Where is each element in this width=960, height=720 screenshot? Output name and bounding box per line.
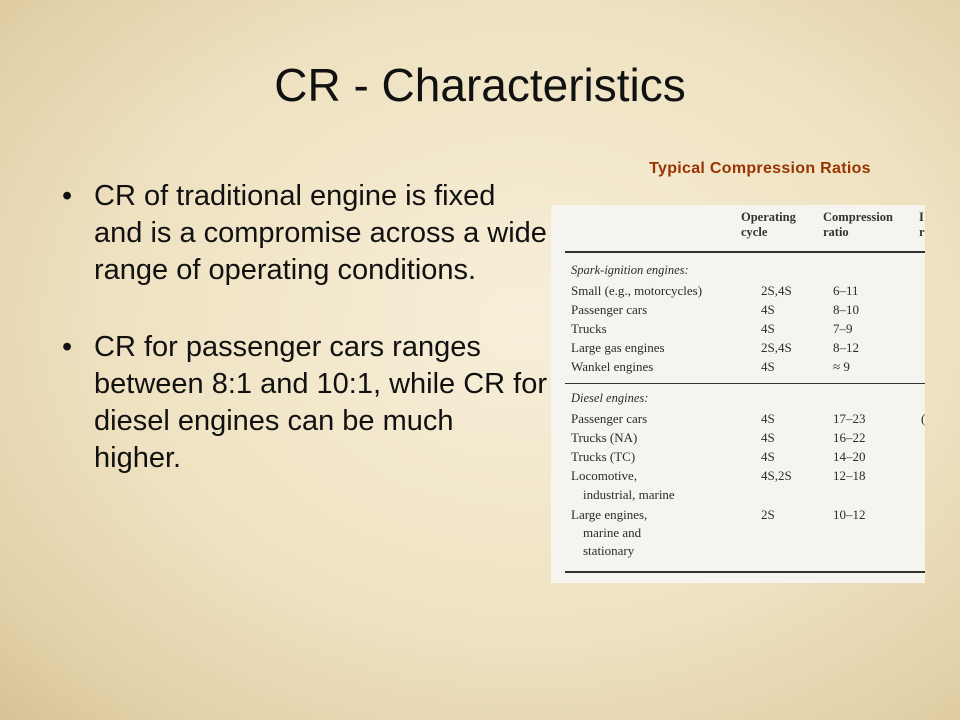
cell-cycle: 4S [761,302,775,317]
cell-cycle: 4S [761,359,775,374]
cell-cycle: 4S,2S [761,468,792,483]
cell-engine: Locomotive, [571,468,638,483]
cell-ratio: 14–20 [833,449,866,464]
cell-engine-cont: marine and [583,525,642,540]
cell-engine-cont: stationary [583,543,635,558]
cell-ratio: 16–22 [833,430,866,445]
table-bottom-rule [565,571,925,573]
cell-engine: Trucks (TC) [571,449,636,464]
cell-engine: Trucks [571,321,607,336]
bullet-text-2: CR for passenger cars ranges between 8:1 and 10:1, while CR for diesel engines can be much higher. [94,331,547,474]
cell-ratio: 8–12 [833,340,859,355]
cell-cycle: 2S,4S [761,340,792,355]
cell-cycle: 2S [761,507,775,522]
header-ratio-line1: Compression [823,210,893,224]
cell-engine: Wankel engines [571,359,654,374]
bullet-list [62,178,547,477]
bullet-item-2 [62,329,547,477]
bullet-text-1: CR of traditional engine is fixed and is a compromise across a wide range of operating conditions. [94,180,547,286]
cell-cycle: 4S [761,449,775,464]
cell-ratio: 17–23 [833,411,866,426]
cell-ratio: 10–12 [833,507,866,522]
header-partial-line2: r [919,225,925,239]
bullet-marker: • [62,180,73,212]
header-ratio [823,210,893,240]
cell-ratio: 8–10 [833,302,859,317]
cell-cycle: 4S [761,430,775,445]
cell-extra: ( [921,411,925,426]
section-divider [565,383,925,384]
figure-caption: Typical Compression Ratios [649,160,871,177]
slide-title: CR - Characteristics [274,59,686,111]
cell-engine: Large engines, [571,507,648,522]
header-cycle-line1: Operating [741,210,796,224]
cell-engine: Passenger cars [571,302,648,317]
cell-engine-cont: industrial, marine [583,487,675,502]
cell-ratio: 12–18 [833,468,866,483]
cell-engine: Passenger cars [571,411,648,426]
cell-cycle: 4S [761,321,775,336]
cell-engine: Trucks (NA) [571,430,638,445]
header-cycle-line2: cycle [741,225,768,239]
bullet-item-1 [62,178,547,289]
header-partial [919,210,925,240]
cell-cycle: 4S [761,411,775,426]
cell-engine: Large gas engines [571,340,665,355]
cell-ratio: 6–11 [833,283,859,298]
cell-ratio: 7–9 [833,321,853,336]
compression-ratio-table [551,205,925,583]
cell-ratio: ≈ 9 [833,359,850,374]
section-title: Diesel engines: [571,391,649,405]
table-divider [565,251,925,253]
cell-cycle: 2S,4S [761,283,792,298]
section-title: Spark-ignition engines: [571,263,689,277]
header-ratio-line2: ratio [823,225,849,239]
cell-engine: Small (e.g., motorcycles) [571,283,703,298]
bullet-marker: • [62,331,73,363]
header-partial-line1: I [919,210,924,224]
header-cycle [741,210,796,240]
